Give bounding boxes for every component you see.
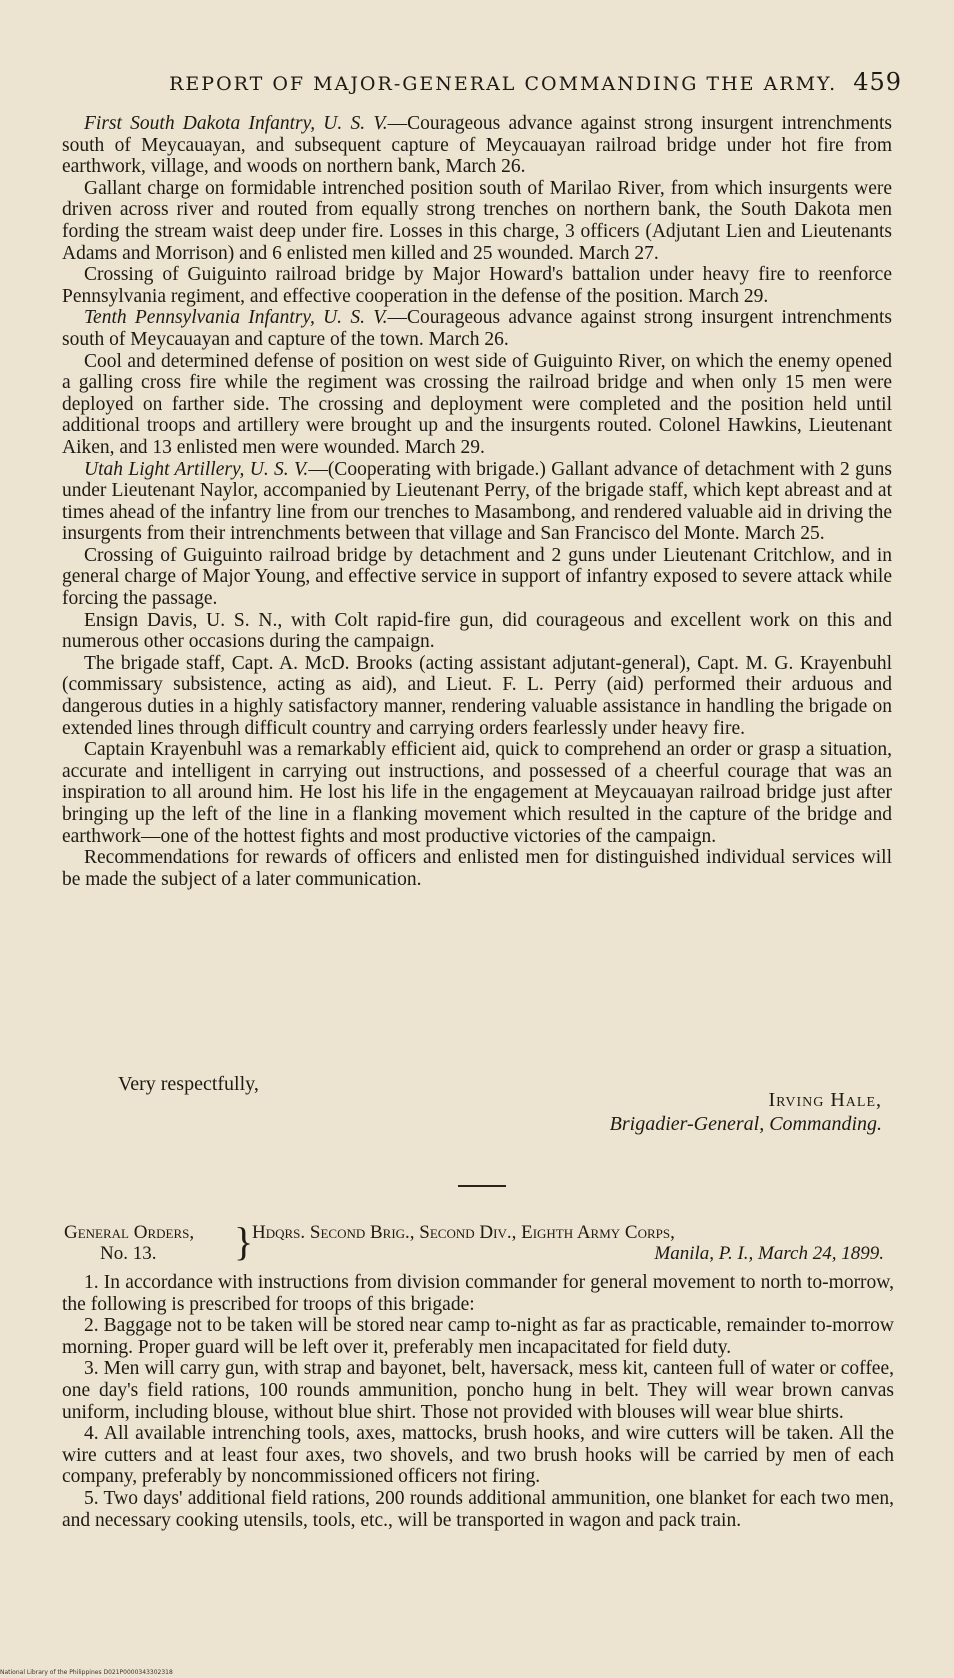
- report-paragraph: [62, 178, 892, 264]
- running-title: REPORT OF MAJOR-GENERAL COMMANDING THE ARMY.: [169, 73, 838, 95]
- unit-name: Tenth Pennsylvania Infantry, U. S. V.: [84, 307, 388, 329]
- paragraph-text: —Courageous advance against strong insurgent intrenchments south of Meycauayan, and subsequent capture of Meycauayan railroad bridge under hot fire from earthwork, village, and woods on northern bank, March 26.: [62, 113, 892, 178]
- orders-item: 1. In accordance with instructions from division commander for general movement to north to-morrow, the following is prescribed for troops of this brigade:: [62, 1272, 894, 1315]
- orders-item: 3. Men will carry gun, with strap and bayonet, belt, haversack, mess kit, canteen full of water or coffee, one day's field rations, 100 rounds ammunition, poncho hung in belt. They will wear brown canvas uniform, including blouse, without blue shirt. Those not provided with blouses will wear blue shirts.: [62, 1358, 894, 1423]
- report-paragraph: [62, 847, 892, 890]
- orders-headquarters: Hdqrs. Second Brig., Second Div., Eighth Army Corps,: [252, 1222, 675, 1243]
- archive-stamp: National Library of the Philippines D021P0000343302318: [0, 1669, 173, 1676]
- closing-salutation: Very respectfully,: [118, 1073, 259, 1095]
- orders-number: No. 13.: [100, 1243, 157, 1264]
- signatory-name: Irving Hale,: [768, 1089, 882, 1111]
- paragraph-text: Gallant charge on formidable intrenched position south of Marilao River, from which insurgents were driven across river and routed from equally strong trenches on northern bank, the South Dakota men fording the stream waist deep under fire. Losses in this charge, 3 officers (Adjutant Lien and Lieutenants Adams and Morrison) and 6 enlisted men killed and 25 wounded. March 27.: [62, 177, 892, 264]
- orders-item: 4. All available intrenching tools, axes, mattocks, brush hooks, and wire cutters will be taken. All the wire cutters and at least four axes, two shovels, and two brush hooks will be carried by men of each company, preferably by noncommissioned officers not firing.: [62, 1423, 894, 1488]
- signatory-rank: Brigadier-General, Commanding.: [609, 1113, 882, 1135]
- orders-label-block: [64, 1222, 194, 1264]
- report-paragraph: [62, 351, 892, 459]
- report-paragraph: [62, 545, 892, 610]
- report-body: [62, 113, 892, 890]
- paragraph-text: Cool and determined defense of position on west side of Guiguinto River, on which the enemy opened a galling cross fire while the regiment was crossing the railroad bridge and when only 15 men were deployed on farther side. The crossing and deployment were completed and the position held until additional troops and artillery were brought up and the insurgents routed. Colonel Hawkins, Lieutenant Aiken, and 13 enlisted men were wounded. March 29.: [62, 350, 892, 458]
- page-header: [60, 68, 902, 96]
- brace-glyph: }: [234, 1219, 254, 1264]
- signature-block: [610, 1088, 882, 1136]
- page-number: 459: [853, 68, 902, 96]
- orders-item: 5. Two days' additional field rations, 200 rounds additional ammunition, one blanket for each two men, and necessary cooking utensils, tools, etc., will be transported in wagon and pack train.: [62, 1487, 894, 1531]
- unit-name: First South Dakota Infantry, U. S. V.: [84, 113, 388, 134]
- paragraph-text: —Courageous advance against strong insurgent intrenchments south of Meycauayan and capture of the town. March 26.: [62, 307, 892, 350]
- report-paragraph: [62, 113, 892, 178]
- paragraph-text: —(Cooperating with brigade.) Gallant advance of detachment with 2 guns under Lieutenant Naylor, accompanied by Lieutenant Perry, of the brigade staff, which kept abreast and at times ahead of the infantry line from our trenches to Masambong, and rendered valuable aid in driving the insurgents from their intrenchments between that village and San Francisco del Monte. March 25.: [62, 458, 892, 545]
- paragraph-text: The brigade staff, Capt. A. McD. Brooks (acting assistant adjutant-general), Capt. M. G. Krayenbuhl (commissary subsistence, acting as aid), and Lieut. F. L. Perry (aid) performed their arduous and dangerous duties in a highly satisfactory manner, rendering valuable assistance in handling the brigade on extended lines through difficult country and carrying orders fearlessly under heavy fire.: [62, 652, 892, 739]
- section-divider: [458, 1185, 506, 1187]
- report-paragraph: [62, 459, 892, 545]
- paragraph-text: Captain Krayenbuhl was a remarkably efficient aid, quick to comprehend an order or grasp a situation, accurate and intelligent in carrying out instructions, and possessed of a cheerful courage that was an inspiration to all around him. He lost his life in the engagement at Meycauayan railroad bridge just after bringing up the left of the line in a flanking movement which resulted in the capture of the bridge and earthwork—one of the hottest fights and most productive victories of the campaign.: [62, 739, 892, 847]
- orders-body: [62, 1272, 894, 1531]
- paragraph-text: Ensign Davis, U. S. N., with Colt rapid-fire gun, did courageous and excellent work on this and numerous other occasions during the campaign.: [62, 609, 892, 653]
- report-paragraph: [62, 653, 892, 739]
- orders-place-date: Manila, P. I., March 24, 1899.: [654, 1243, 884, 1264]
- orders-item: 2. Baggage not to be taken will be stored near camp to-night as far as practicable, remainder to-morrow morning. Proper guard will be left over it, preferably men incapacitated for field duty.: [62, 1315, 894, 1358]
- report-paragraph: [62, 307, 892, 350]
- report-paragraph: [62, 264, 892, 307]
- paragraph-text: Crossing of Guiguinto railroad bridge by detachment and 2 guns under Lieutenant Critchlow, and in general charge of Major Young, and effective service in support of infantry exposed to severe attack while forcing the passage.: [62, 544, 892, 610]
- paragraph-text: Recommendations for rewards of officers and enlisted men for distinguished individual services will be made the subject of a later communication.: [62, 847, 892, 890]
- report-paragraph: [62, 739, 892, 847]
- paragraph-text: Crossing of Guiguinto railroad bridge by Major Howard's battalion under heavy fire to reenforce Pennsylvania regiment, and effective cooperation in the defense of the position. March 29.: [62, 264, 892, 307]
- report-paragraph: [62, 610, 892, 653]
- unit-name: Utah Light Artillery, U. S. V.: [84, 458, 309, 480]
- orders-label: General Orders,: [64, 1222, 195, 1243]
